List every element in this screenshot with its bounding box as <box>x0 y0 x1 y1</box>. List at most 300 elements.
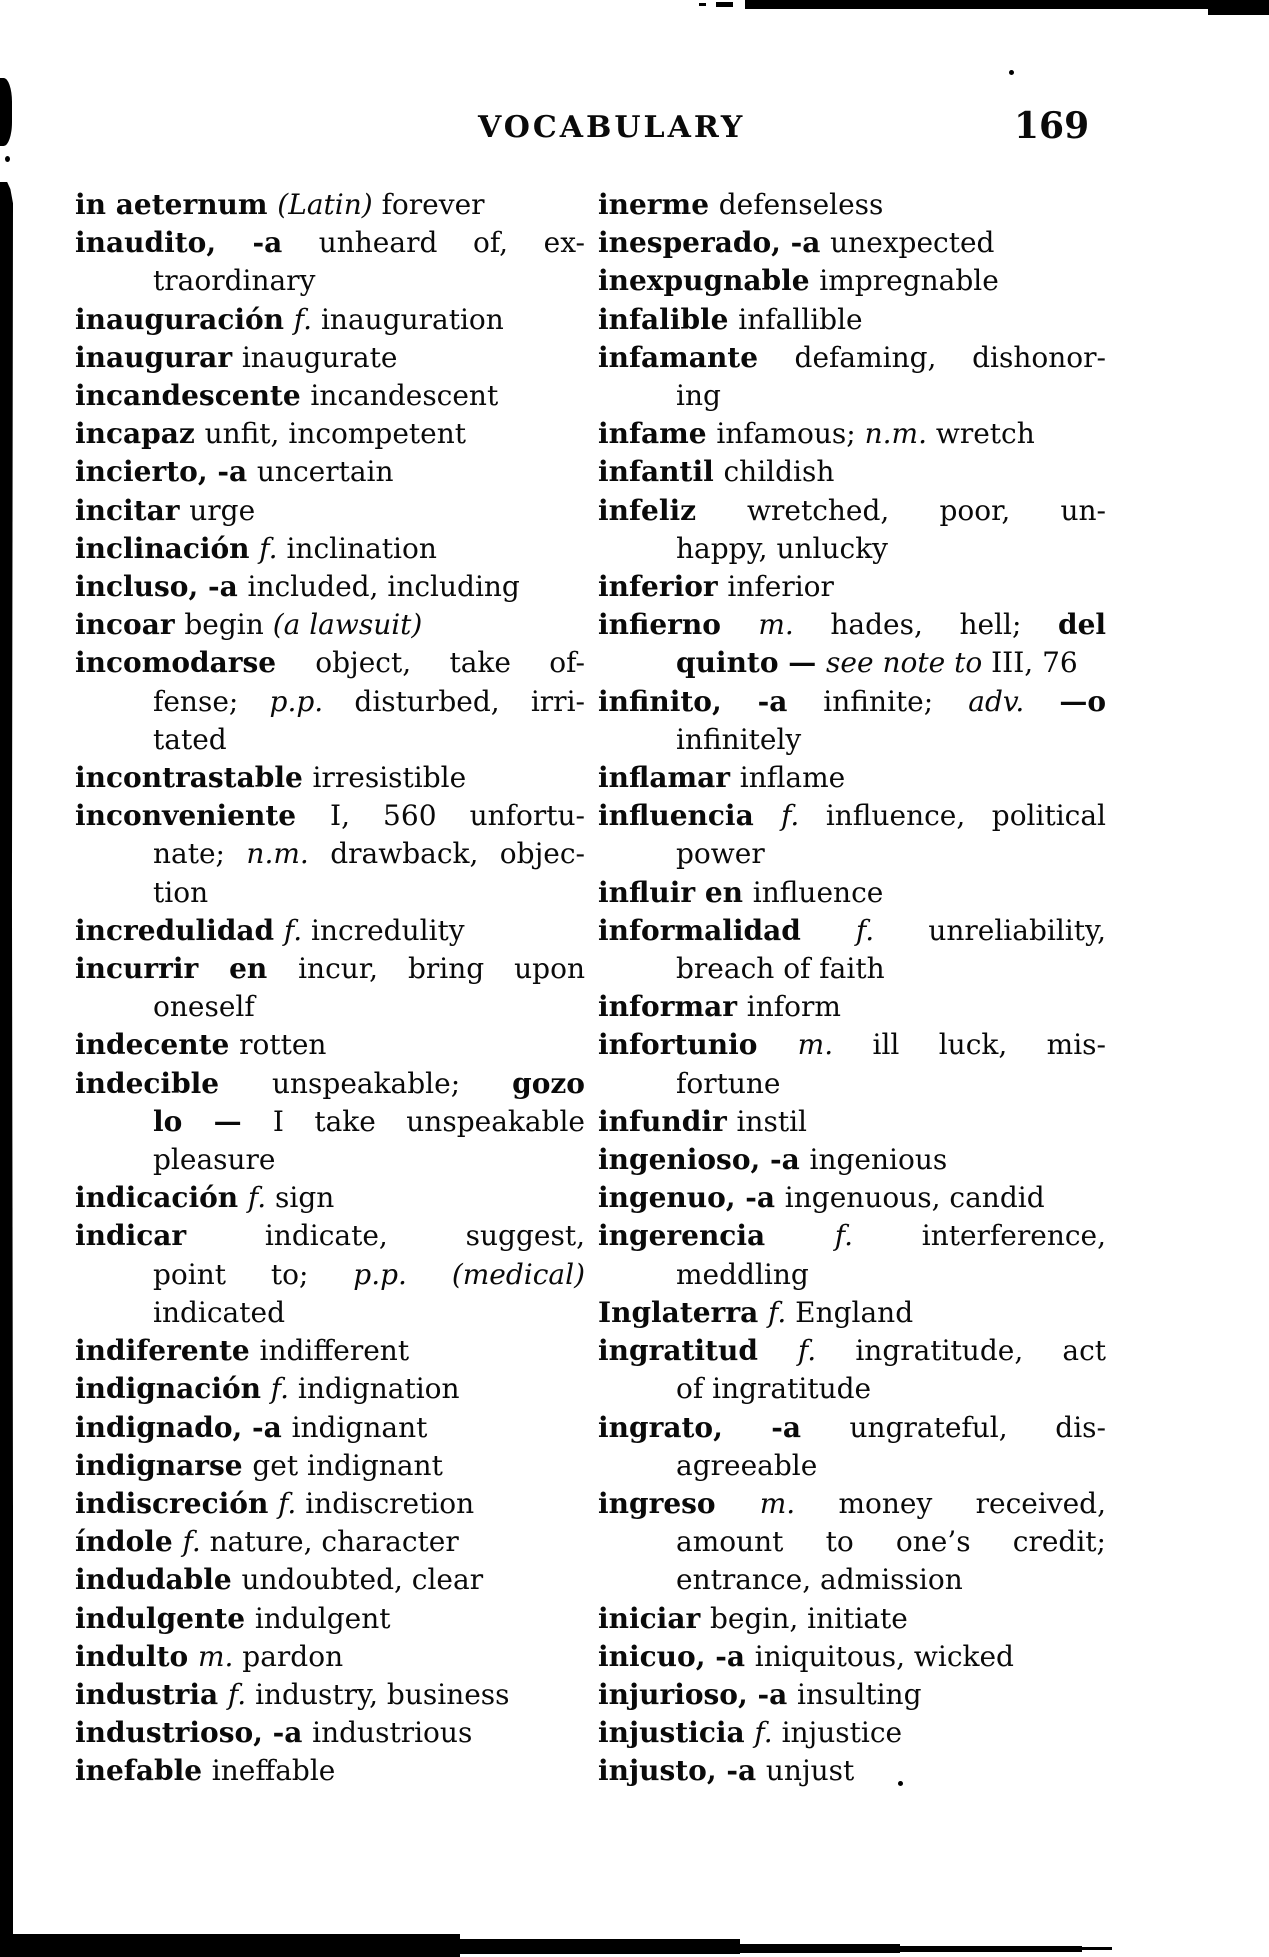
vocab-line <box>598 1485 1106 1523</box>
definition-text: I, 560 unfortu- <box>330 799 586 833</box>
vocab-entry <box>75 1638 585 1676</box>
headword-text: infalible <box>598 302 739 336</box>
definition-text: insulting <box>797 1677 922 1711</box>
vocab-entry <box>75 1332 585 1370</box>
vocab-line <box>598 262 1106 300</box>
headword-text: infantil <box>598 455 724 489</box>
definition-text: incur, bring upon <box>298 952 585 986</box>
vocab-line <box>598 835 1106 873</box>
headword-text: ingrato, -a <box>598 1410 850 1444</box>
definition-text: industry, business <box>246 1677 510 1711</box>
headword-text: indecente <box>75 1028 240 1062</box>
vocab-line <box>75 1676 585 1714</box>
definition-text: ingratitude, act <box>816 1334 1107 1368</box>
vocab-entry <box>598 759 1106 797</box>
grammar-label: f. <box>855 913 875 947</box>
vocab-line <box>75 1103 585 1141</box>
vocab-line <box>598 1179 1106 1217</box>
vocab-line <box>75 606 585 644</box>
headword-text: incitar <box>75 493 190 527</box>
vocab-line <box>598 1676 1106 1714</box>
definition-text: infamous; <box>716 417 865 451</box>
vocab-line <box>75 1217 585 1255</box>
vocab-line <box>598 1217 1106 1255</box>
definition-text: point to; <box>153 1257 354 1291</box>
vocab-line <box>598 912 1106 950</box>
vocab-entry <box>598 492 1106 568</box>
headword-text: indiferente <box>75 1334 260 1368</box>
vocab-entry <box>598 1676 1106 1714</box>
vocab-entry <box>598 1217 1106 1293</box>
vocab-entry <box>75 1370 585 1408</box>
headword-text: inexpugnable <box>598 264 820 298</box>
vocab-line <box>598 797 1106 835</box>
vocab-line <box>598 1294 1106 1332</box>
vocab-entry <box>75 1179 585 1217</box>
definition-text: amount to one’s credit; <box>676 1525 1106 1559</box>
scan-artifact-bottom-bar <box>400 1944 900 1953</box>
definition-text: pleasure <box>153 1143 276 1177</box>
vocab-line <box>598 1752 1106 1790</box>
vocab-entry <box>598 988 1106 1026</box>
vocab-line <box>598 1638 1106 1676</box>
headword-text: inauguración <box>75 302 294 336</box>
definition-text: urge <box>189 493 256 527</box>
vocab-line <box>75 988 585 1026</box>
definition-text: fortune <box>676 1066 781 1100</box>
grammar-label: f. <box>182 1525 201 1559</box>
vocab-line <box>75 1714 585 1752</box>
headword-text: indecible <box>75 1066 272 1100</box>
headword-text: indicación <box>75 1181 248 1215</box>
vocab-entry <box>598 1179 1106 1217</box>
definition-text: instil <box>736 1104 807 1138</box>
vocab-entry <box>75 301 585 339</box>
headword-text: inaugurar <box>75 340 242 374</box>
definition-text: sign <box>266 1181 335 1215</box>
definition-text: inflame <box>739 761 846 795</box>
vocab-entry <box>598 797 1106 873</box>
definition-text: wretched, poor, un- <box>747 493 1106 527</box>
vocab-entry <box>598 453 1106 491</box>
definition-text: tion <box>153 875 209 909</box>
headword-text: indignación <box>75 1372 271 1406</box>
vocab-line <box>75 301 585 339</box>
headword-text: quinto — <box>676 646 827 680</box>
vocab-line <box>75 1752 585 1790</box>
vocab-line <box>598 339 1106 377</box>
definition-text: influence <box>752 875 884 909</box>
vocab-line <box>598 874 1106 912</box>
headword-text: ingenioso, -a <box>598 1143 810 1177</box>
definition-text: interference, <box>853 1219 1107 1253</box>
definition-text: happy, unlucky <box>676 531 888 565</box>
headword-text: influir en <box>598 875 753 909</box>
definition-text: incandescent <box>310 379 499 413</box>
definition-text: unfit, incompetent <box>204 417 467 451</box>
headword-text: inferior <box>598 570 728 604</box>
vocab-line <box>598 1332 1106 1370</box>
definition-text: fense; <box>153 684 270 718</box>
headword-text: inicuo, -a <box>598 1639 755 1673</box>
vocab-line <box>598 683 1106 721</box>
definition-text: childish <box>723 455 835 489</box>
vocab-entry <box>75 1409 585 1447</box>
definition-text: power <box>676 837 765 871</box>
vocab-line <box>75 1600 585 1638</box>
vocab-line <box>598 606 1106 644</box>
grammar-label: f. <box>259 531 278 565</box>
grammar-label: p.p. <box>269 684 324 718</box>
definition-text: nate; <box>153 837 247 871</box>
vocab-line <box>598 301 1106 339</box>
definition-text: begin, initiate <box>709 1601 908 1635</box>
headword-text: inerme <box>598 188 719 221</box>
vocab-line <box>75 759 585 797</box>
definition-text: entrance, admission <box>676 1563 963 1597</box>
vocab-entry <box>598 415 1106 453</box>
headword-text: infundir <box>598 1104 737 1138</box>
grammar-label: f. <box>781 799 800 833</box>
vocab-entry <box>75 1600 585 1638</box>
headword-text: influencia <box>598 799 782 833</box>
vocab-entry <box>598 912 1106 988</box>
vocab-line <box>598 1103 1106 1141</box>
vocab-entry <box>75 644 585 759</box>
definition-text: oneself <box>153 990 255 1024</box>
vocab-line <box>598 644 1106 682</box>
vocab-line <box>598 1409 1106 1447</box>
definition-text: pardon <box>233 1639 344 1673</box>
vocab-entry <box>75 377 585 415</box>
headword-text: infamante <box>598 340 795 374</box>
grammar-label: m. <box>197 1639 234 1673</box>
headword-text: infeliz <box>598 493 748 527</box>
grammar-label: (Latin) <box>277 188 373 221</box>
headword-text: indulgente <box>75 1601 255 1635</box>
vocab-entry <box>75 186 585 224</box>
vocab-line <box>598 721 1106 759</box>
headword-text: incluso, -a <box>75 570 248 604</box>
definition-text: hades, hell; <box>793 608 1058 642</box>
definition-text: indignant <box>291 1410 428 1444</box>
definition-text: indignation <box>289 1372 460 1406</box>
vocab-entry <box>75 568 585 606</box>
vocab-line <box>75 530 585 568</box>
headword-text: ingenuo, -a <box>598 1181 785 1215</box>
vocab-entry <box>598 606 1106 682</box>
vocab-line <box>75 1409 585 1447</box>
vocab-line <box>75 683 585 721</box>
headword-text: indiscreción <box>75 1486 279 1520</box>
vocab-line <box>598 1714 1106 1752</box>
grammar-label: f. <box>797 1334 817 1368</box>
definition-text: ingenuous, candid <box>784 1181 1045 1215</box>
grammar-label: p.p. <box>353 1257 407 1291</box>
vocab-line <box>75 1065 585 1103</box>
headword-text: infierno <box>598 608 759 642</box>
headword-text: injurioso, -a <box>598 1677 797 1711</box>
vocab-entry <box>598 568 1106 606</box>
vocab-entry <box>598 1752 1106 1790</box>
vocab-entry <box>75 1485 585 1523</box>
vocab-entry <box>598 1332 1106 1408</box>
grammar-label: f. <box>227 1677 247 1711</box>
definition-text: incredulity <box>302 913 465 947</box>
vocab-line <box>75 644 585 682</box>
vocab-entry <box>75 1752 585 1790</box>
vocab-entry <box>75 912 585 950</box>
scan-artifact-top-rule <box>745 0 1269 9</box>
scan-artifact-top-rule-dash2 <box>699 3 706 6</box>
vocab-line <box>598 492 1106 530</box>
vocab-entry <box>75 1523 585 1561</box>
headword-text: indicar <box>75 1219 265 1253</box>
vocab-entry <box>75 1065 585 1180</box>
vocab-entry <box>598 1294 1106 1332</box>
grammar-label: m. <box>759 1486 796 1520</box>
definition-text: unexpected <box>830 226 995 260</box>
vocab-entry <box>598 683 1106 759</box>
headword-text: informar <box>598 990 747 1024</box>
vocab-line <box>75 1332 585 1370</box>
vocab-entry <box>75 1217 585 1332</box>
vocab-line <box>75 835 585 873</box>
vocab-line <box>75 1447 585 1485</box>
vocab-line <box>75 377 585 415</box>
vocab-line <box>598 988 1106 1026</box>
vocab-line <box>598 1561 1106 1599</box>
definition-text: inaugurate <box>241 340 398 374</box>
definition-text: rotten <box>239 1028 327 1062</box>
definition-text: defenseless <box>718 188 884 221</box>
definition-text: III, 76 <box>982 646 1078 680</box>
vocab-line <box>598 759 1106 797</box>
scan-artifact-top-rule-dash <box>716 2 733 7</box>
headword-text: incredulidad <box>75 913 284 947</box>
vocab-line <box>598 1447 1106 1485</box>
vocab-entry <box>598 1409 1106 1485</box>
vocab-entry <box>598 301 1106 339</box>
headword-text: del <box>1057 608 1107 642</box>
vocab-line <box>598 950 1106 988</box>
definition-text: object, take of- <box>315 646 585 680</box>
vocab-entry <box>75 950 585 1026</box>
vocab-column-right <box>598 186 1106 1791</box>
vocab-entry <box>75 224 585 300</box>
vocab-entry <box>598 1141 1106 1179</box>
headword-text: indulto <box>75 1639 198 1673</box>
headword-text: incontrastable <box>75 761 313 795</box>
definition-text: indicate, suggest, <box>264 1219 585 1253</box>
definition-text: breach of faith <box>676 952 885 986</box>
vocab-line <box>598 224 1106 262</box>
headword-text: incurrir en <box>75 952 299 986</box>
definition-text: undoubted, clear <box>241 1563 484 1597</box>
definition-text: unheard of, ex- <box>318 226 585 260</box>
vocab-line <box>598 186 1106 224</box>
scan-artifact-left-gutter-bar <box>0 182 13 1957</box>
vocab-entry <box>75 1026 585 1064</box>
vocab-entry <box>75 797 585 912</box>
vocab-line <box>75 1523 585 1561</box>
headword-text: inesperado, -a <box>598 226 831 260</box>
definition-text: indicated <box>153 1295 285 1329</box>
vocab-entry <box>75 415 585 453</box>
vocab-entry <box>598 1103 1106 1141</box>
scan-artifact-left-wedge <box>0 78 12 146</box>
headword-text: índole <box>75 1525 183 1559</box>
headword-text: indudable <box>75 1563 242 1597</box>
definition-text: industrious <box>312 1716 473 1750</box>
grammar-label: f. <box>754 1716 773 1750</box>
definition-text: uncertain <box>256 455 394 489</box>
definition-text: inauguration <box>312 302 504 336</box>
grammar-label: n.m. <box>246 837 309 871</box>
vocab-line <box>598 1065 1106 1103</box>
grammar-label: f. <box>278 1486 297 1520</box>
definition-text: nature, character <box>200 1525 459 1559</box>
page-header-title: VOCABULARY <box>478 110 746 145</box>
definition-text: unspeakable; <box>271 1066 513 1100</box>
definition-text: drawback, objec- <box>308 837 585 871</box>
definition-text: England <box>786 1295 914 1329</box>
scan-artifact-speck <box>1009 70 1014 75</box>
definition-text: unreliability, <box>874 913 1106 947</box>
definition-text: forever <box>372 188 485 221</box>
vocab-entry <box>598 1714 1106 1752</box>
definition-text: inferior <box>727 570 834 604</box>
definition-text: indifferent <box>259 1334 410 1368</box>
definition-text: irresistible <box>312 761 467 795</box>
vocab-line <box>75 453 585 491</box>
vocab-entry <box>598 224 1106 262</box>
vocab-line <box>75 950 585 988</box>
definition-text: defaming, dishonor- <box>794 340 1106 374</box>
scan-artifact-bottom-bar-tail <box>1050 1947 1112 1950</box>
definition-text: ungrateful, dis- <box>849 1410 1106 1444</box>
page-number: 169 <box>1014 105 1090 147</box>
vocab-entry <box>598 1026 1106 1102</box>
headword-text: inefable <box>75 1754 212 1788</box>
vocab-line <box>75 339 585 377</box>
vocab-line <box>598 1600 1106 1638</box>
headword-text: lo — <box>153 1104 273 1138</box>
headword-text: industrioso, -a <box>75 1716 313 1750</box>
vocab-line <box>75 1179 585 1217</box>
headword-text: —o <box>1059 684 1107 718</box>
headword-text: iniciar <box>598 1601 710 1635</box>
vocab-entry <box>75 339 585 377</box>
definition-text: ing <box>676 379 721 413</box>
grammar-label: m. <box>797 1028 834 1062</box>
vocab-entry <box>598 1485 1106 1600</box>
vocab-entry <box>598 186 1106 224</box>
definition-text: begin <box>184 608 273 642</box>
headword-text: in aeternum <box>75 188 278 221</box>
definition-text: ineffable <box>211 1754 336 1788</box>
definition-text: infallible <box>738 302 863 336</box>
vocab-line <box>598 1370 1106 1408</box>
definition-text: agreeable <box>676 1448 818 1482</box>
headword-text: infinito, -a <box>598 684 824 718</box>
headword-text: Inglaterra <box>598 1295 768 1329</box>
vocab-line <box>75 1294 585 1332</box>
definition-text: ingenious <box>809 1143 948 1177</box>
vocab-line <box>75 1485 585 1523</box>
definition-text: indulgent <box>254 1601 391 1635</box>
grammar-label: adv. <box>968 684 1025 718</box>
headword-text: informalidad <box>598 913 856 947</box>
grammar-label: m. <box>758 608 794 642</box>
definition-text: influence, political <box>799 799 1106 833</box>
vocab-line <box>75 415 585 453</box>
headword-text: inclinación <box>75 531 260 565</box>
grammar-label: see note to <box>826 646 983 680</box>
definition-text: inform <box>746 990 841 1024</box>
vocab-entry <box>75 759 585 797</box>
definition-text: meddling <box>676 1257 809 1291</box>
definition-text <box>1024 685 1059 718</box>
definition-text: iniquitous, wicked <box>754 1639 1014 1673</box>
grammar-label: n.m. <box>864 417 927 451</box>
vocab-line <box>75 721 585 759</box>
headword-text: inflamar <box>598 761 740 795</box>
grammar-label: f. <box>247 1181 267 1215</box>
headword-text: ingerencia <box>598 1219 835 1253</box>
vocab-line <box>598 1256 1106 1294</box>
vocab-entry <box>75 1561 585 1599</box>
vocab-entry <box>598 262 1106 300</box>
vocab-line <box>75 186 585 224</box>
headword-text: injusticia <box>598 1716 755 1750</box>
scan-artifact-left-dot <box>5 156 10 162</box>
vocab-line <box>598 1141 1106 1179</box>
definition-text: get indignant <box>252 1448 443 1482</box>
definition-text: money received, <box>795 1486 1106 1520</box>
vocab-entry <box>75 453 585 491</box>
vocab-line <box>75 1638 585 1676</box>
vocab-line <box>75 1370 585 1408</box>
vocab-entry <box>598 1600 1106 1638</box>
vocab-line <box>598 453 1106 491</box>
scan-artifact-top-rule-end <box>1208 0 1269 15</box>
definition-text: infinitely <box>676 722 802 756</box>
vocab-line <box>598 1026 1106 1064</box>
vocab-line <box>75 1141 585 1179</box>
vocab-line <box>75 1256 585 1294</box>
grammar-label: f. <box>767 1295 787 1329</box>
definition-text: injustice <box>772 1716 903 1750</box>
grammar-label: (a lawsuit) <box>272 608 423 642</box>
definition-text: infinite; <box>823 684 969 718</box>
vocab-entry <box>75 1714 585 1752</box>
grammar-label: f. <box>834 1219 853 1253</box>
definition-text: included, including <box>247 570 520 604</box>
vocab-line <box>75 1026 585 1064</box>
vocab-column-left <box>75 186 585 1791</box>
vocab-line <box>598 568 1106 606</box>
vocab-entry <box>598 339 1106 415</box>
grammar-label: f. <box>283 913 303 947</box>
headword-text: inconveniente <box>75 799 331 833</box>
definition-text: wretch <box>926 417 1035 451</box>
vocab-line <box>598 530 1106 568</box>
headword-text: gozo <box>512 1066 585 1100</box>
headword-text: injusto, -a <box>598 1754 766 1788</box>
vocab-entry <box>75 1676 585 1714</box>
vocab-line <box>598 1523 1106 1561</box>
